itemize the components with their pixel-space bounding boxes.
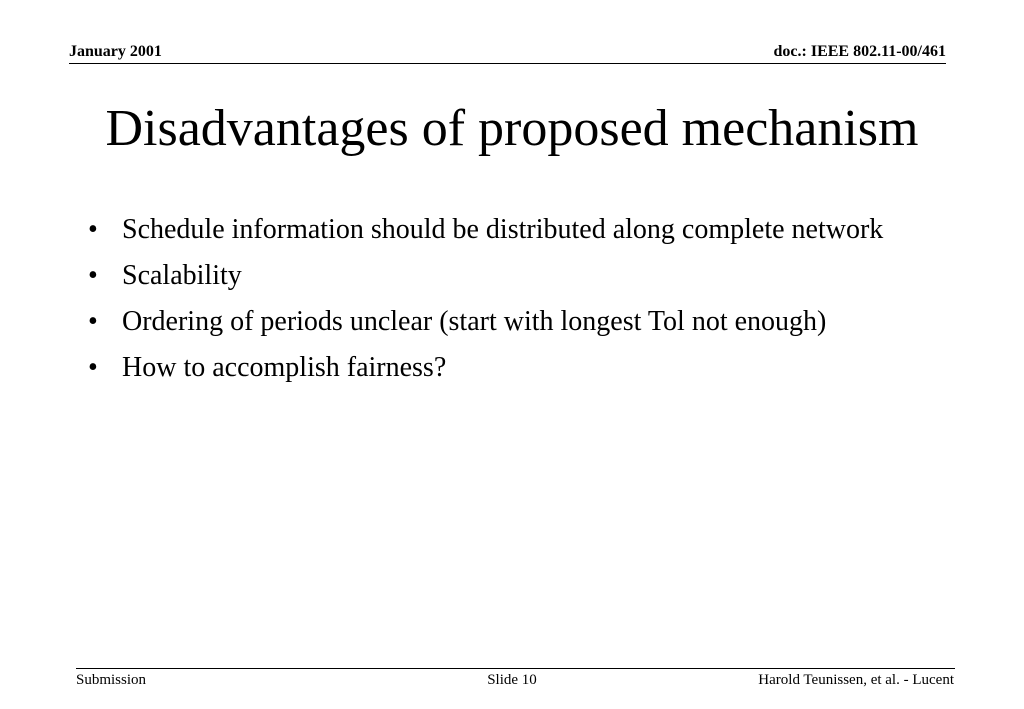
bullet-text: Schedule information should be distributed along complete network [122,214,884,245]
bullet-marker: • [88,352,98,383]
header-document-id: doc.: IEEE 802.11-00/461 [773,43,946,60]
footer-divider [76,668,955,669]
bullet-list [88,211,908,395]
bullet-item [88,349,908,387]
bullet-item [88,211,908,249]
footer-authors: Harold Teunissen, et al. - Lucent [758,672,954,688]
bullet-item [88,303,908,341]
slide-title: Disadvantages of proposed mechanism [105,100,919,157]
bullet-marker: • [88,306,98,337]
bullet-text: Scalability [122,260,242,291]
header-date: January 2001 [69,43,162,60]
bullet-text: Ordering of periods unclear (start with longest Tol not enough) [122,306,827,337]
bullet-item [88,257,908,295]
header-divider [69,63,946,64]
footer-submission-label: Submission [76,672,147,688]
bullet-text: How to accomplish fairness? [122,352,447,383]
footer-slide-number: Slide 10 [487,672,537,688]
bullet-marker: • [88,214,98,245]
bullet-marker: • [88,260,98,291]
